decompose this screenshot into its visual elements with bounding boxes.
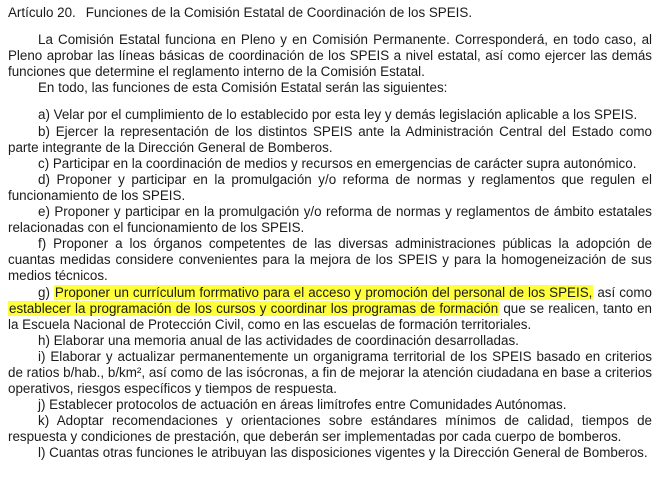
highlight-curriculum: Proponer un currículum forrmativo para el acceso y promoción del personal de los SPEIS, — [54, 284, 593, 300]
item-c: c) Participar en la coordinación de medios y recursos en emergencias de carácter supra autonómico. — [38, 155, 637, 171]
item-d: d) Proponer y participar en la promulgación y/o reforma de normas y reglamentos que regulen el funcionamiento de los SPEIS. — [8, 171, 652, 203]
intro-paragraph-1: La Comisión Estatal funciona en Pleno y en Comisión Permanente. Corresponderá, en todo caso, al Pleno aprobar las líneas básicas de coordinación de los SPEIS a nivel estatal, así como ejercer las demás funciones que determine el reglamento interno de la Comisión Estatal. — [8, 32, 652, 80]
article-title: Funciones de la Comisión Estatal de Coordinación de los SPEIS. — [85, 5, 473, 20]
article-heading — [8, 5, 652, 21]
item-g-suffix: que se realicen, tanto en la Escuela Nacional de Protección Civil, como en las escuelas de formación territoriales. — [8, 300, 652, 332]
item-g-prefix: g) — [38, 284, 54, 300]
item-b: b) Ejercer la representación de los distintos SPEIS ante la Administración Central del Estado como parte integrante de la Dirección General de Bomberos. — [8, 123, 652, 155]
highlight-programacion: establecer la programación de los cursos y coordinar los programas de formación — [9, 300, 499, 316]
item-a: a) Velar por el cumplimiento de lo establecido por esta ley y demás legislación aplicable a los SPEIS. — [38, 107, 638, 123]
item-l: l) Cuantas otras funciones le atribuyan las disposiciones vigentes y la Dirección General de Bomberos. — [38, 445, 648, 461]
item-g — [8, 285, 652, 333]
item-h: h) Elaborar una memoria anual de las actividades de coordinación desarrolladas. — [38, 332, 519, 348]
intro-paragraph-2: En todo, las funciones de esta Comisión Estatal serán las siguientes: — [38, 80, 448, 96]
item-e: e) Proponer y participar en la promulgación y/o reforma de normas y reglamentos de ámbito estatales relacionadas con el funcionamiento de los SPEIS. — [8, 204, 652, 236]
item-f: f) Proponer a los órganos competentes de las diversas administraciones públicas la adopción de cuantas medidas considere convenientes para la mejora de los SPEIS y para la homogeneización de sus medios técnicos. — [8, 236, 652, 284]
article-number: Artículo 20. — [8, 5, 76, 20]
item-k: k) Adoptar recomendaciones y orientaciones sobre estándares mínimos de calidad, tiempos de respuesta y condiciones de prestación, que deberán ser implementadas por cada cuerpo de bomberos. — [8, 413, 652, 445]
item-i: i) Elaborar y actualizar permanentemente un organigrama territorial de los SPEIS basado en criterios de ratios b/hab., b/km², así como de las isócronas, a fin de mejorar la atención ciudadana en base a criterios operativos, riesgos específicos y tiempos de respuesta. — [8, 348, 652, 397]
item-j: j) Establecer protocolos de actuación en áreas limítrofes entre Comunidades Autónomas. — [38, 397, 567, 413]
item-g-mid: así como — [593, 284, 652, 300]
